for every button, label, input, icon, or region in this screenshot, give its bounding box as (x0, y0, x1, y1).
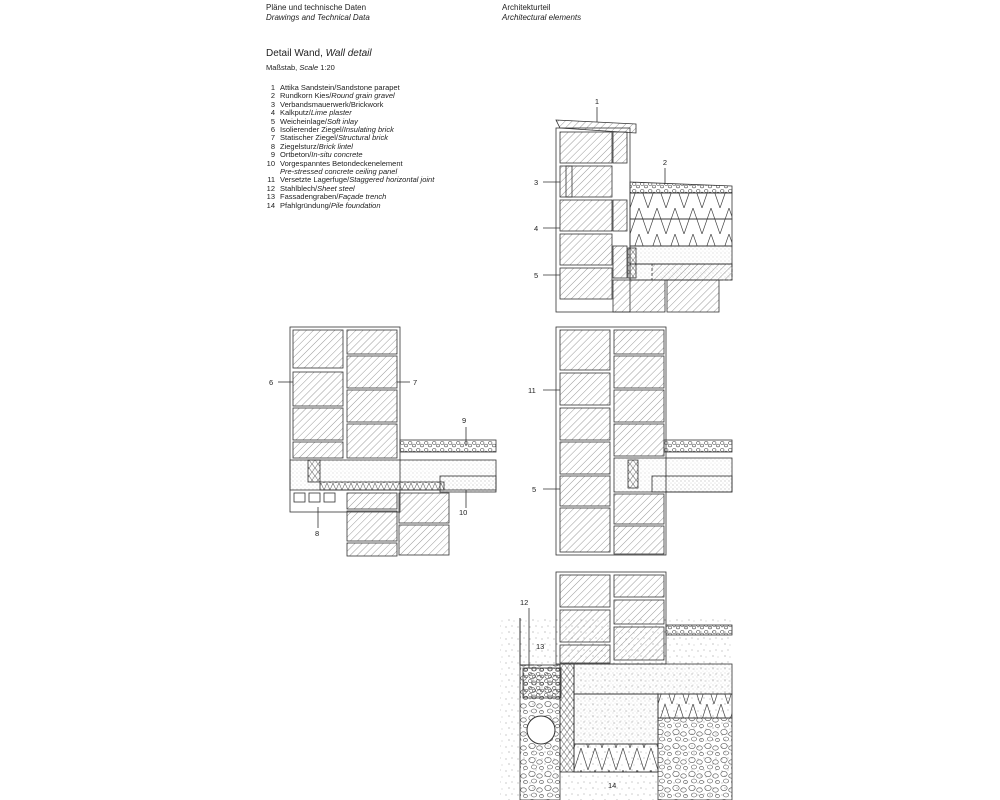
callout-10: 10 (459, 508, 468, 517)
callout-6: 6 (269, 378, 274, 387)
detail-lintel (278, 327, 496, 556)
legend-item: 8 Ziegelsturz / Brick lintel (270, 141, 353, 151)
legend-item: 14 Pfahlgründung / Pile foundation (266, 200, 381, 210)
legend-item: 11 Versetzte Lagerfuge / Staggered horizontal joint (267, 175, 435, 185)
callout-1: 1 (594, 97, 600, 106)
detail-parapet (543, 107, 732, 312)
callout-11: 11 (528, 386, 536, 395)
callout-5-lower: 5 (532, 485, 537, 494)
legend-item: Pre-stressed concrete ceiling panel (280, 167, 398, 177)
legend-item: 1 Attika Sandstein / Sandstone parapet (270, 83, 400, 92)
callout-5: 5 (534, 271, 539, 280)
legend-item: 5 Weicheinlage / Soft inlay (270, 116, 358, 126)
detail-scale-en: Scale (299, 63, 319, 72)
legend-item: 3 Verbandsmauerwerk / Brickwork (270, 99, 384, 109)
detail-foundation (500, 572, 732, 800)
header-left-line2: Drawings and Technical Data (266, 13, 370, 22)
callout-2: 2 (662, 158, 668, 167)
callout-3: 3 (534, 178, 539, 187)
callout-14: 14 (608, 781, 617, 790)
header-right-line2: Architectural elements (502, 13, 582, 22)
legend-item: 2 Rundkorn Kies / Round grain gravel (270, 91, 395, 101)
legend-item: 4 Kalkputz / Lime plaster (270, 108, 352, 118)
header-left-line1: Pläne und technische Daten (266, 3, 367, 12)
detail-title-en: Wall detail (325, 48, 372, 59)
legend-item: 7 Statischer Ziegel / Structural brick (270, 133, 388, 143)
callout-4: 4 (534, 224, 539, 233)
legend-item: 10 Vorgespanntes Betondeckenelement (266, 158, 403, 168)
callout-8: 8 (315, 529, 320, 538)
legend-item: 13 Fassadengraben / Façade trench (266, 192, 387, 202)
callout-12: 12 (520, 598, 529, 607)
detail-scale-de: Maßstab, (266, 63, 298, 72)
callout-9: 9 (462, 416, 467, 425)
legend-item: 6 Isolierender Ziegel / Insulating brick (270, 125, 394, 135)
legend-item: 12 Stahlblech / Sheet steel (266, 183, 355, 193)
callout-7: 7 (413, 378, 418, 387)
legend-item: 9 Ortbeton / In-situ concrete (270, 150, 363, 160)
detail-scale-value: 1:20 (320, 63, 335, 72)
detail-title-de: Detail Wand, (266, 48, 323, 59)
detail-staggered-joint (543, 327, 732, 555)
callout-13: 13 (536, 642, 545, 651)
header-right-line1: Architekturteil (502, 3, 551, 12)
